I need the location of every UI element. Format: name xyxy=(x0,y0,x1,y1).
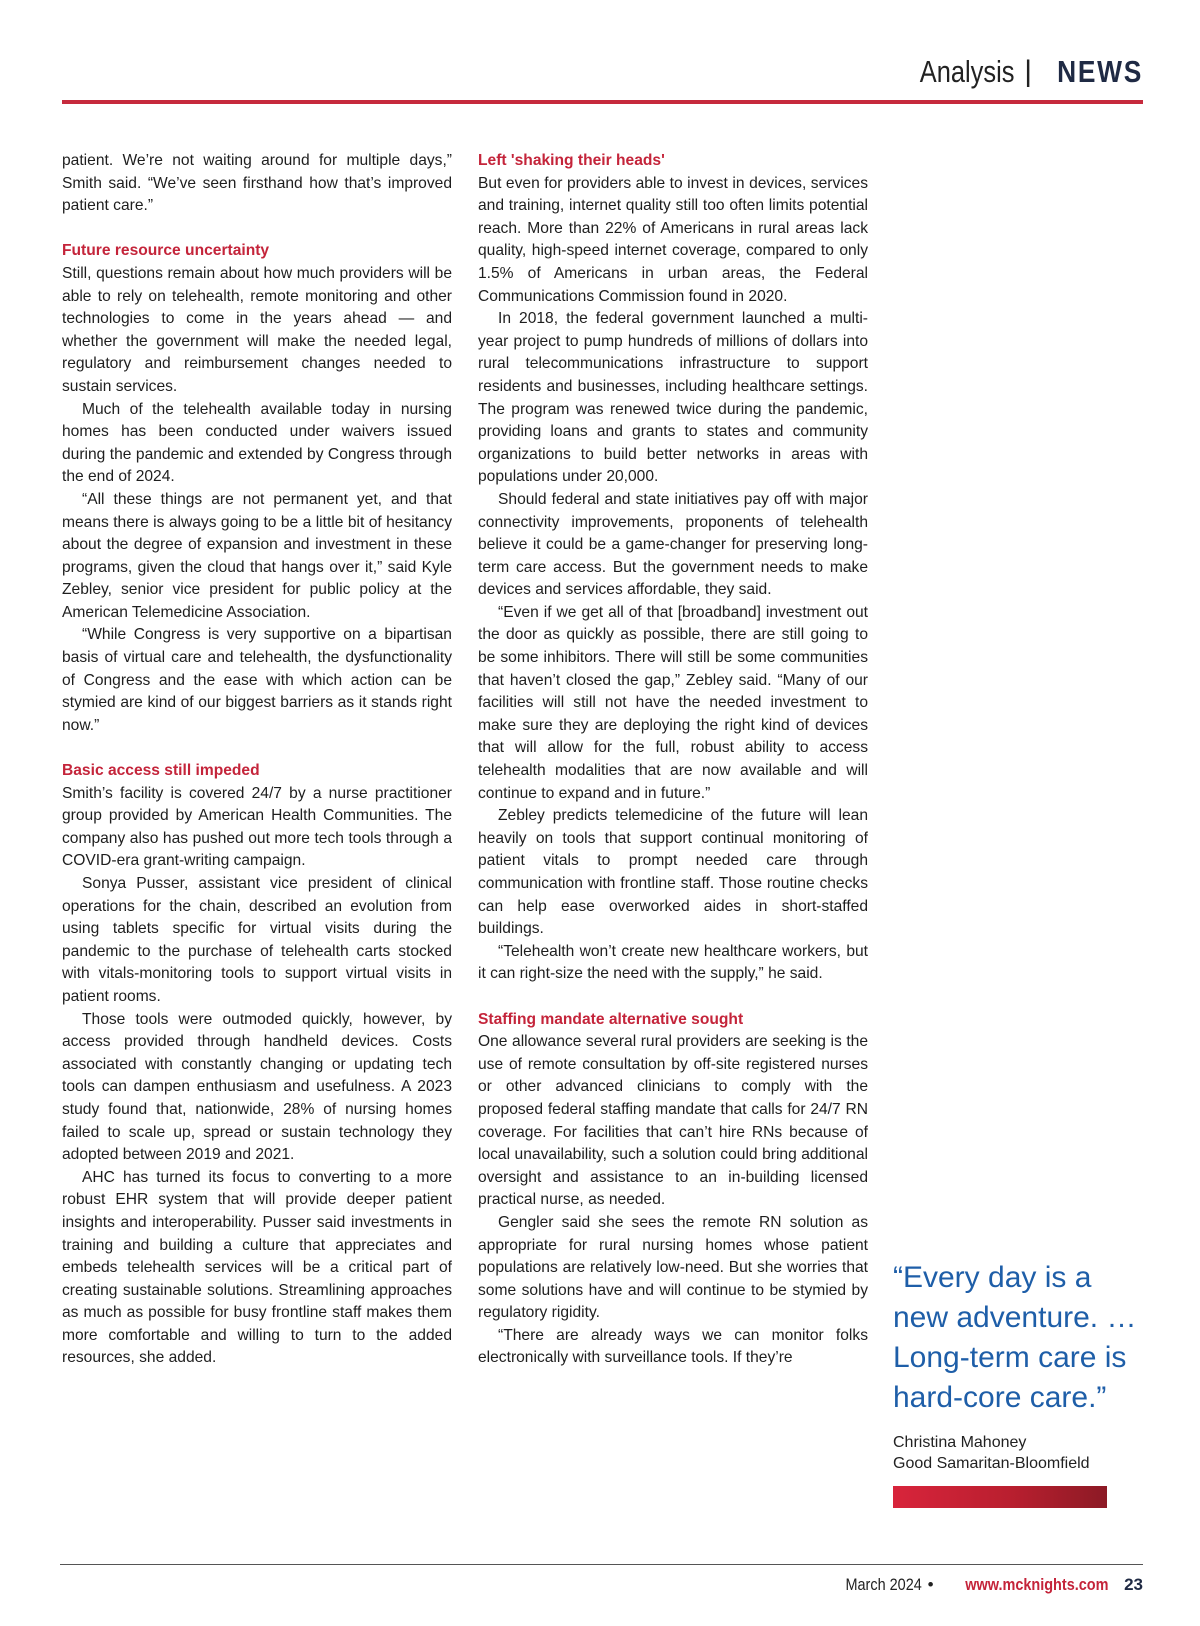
subheading-future-resource-uncertainty: Future resource uncertainty xyxy=(62,242,270,260)
subheading-left-shaking-their-heads: Left 'shaking their heads' xyxy=(478,152,665,169)
header-rule xyxy=(62,100,1143,104)
paragraph: “Telehealth won’t create new healthcare workers, but it can right-size the need with the supply,” he said. xyxy=(478,942,868,983)
pull-quote xyxy=(893,1258,1153,1474)
paragraph: Zebley predicts telemedicine of the future will lean heavily on tools that support continual monitoring of patient vitals to prompt needed care through communication with frontline staff. Those routine checks can help ease overworked aides in short-staffed buildings. xyxy=(478,807,868,938)
paragraph: “While Congress is very supportive on a bipartisan basis of virtual care and telehealth, the dysfunctionality of Congress and the ease with which action can be stymied are kind of our biggest barriers as it stands right now.” xyxy=(62,626,452,734)
page-number: 23 xyxy=(1124,1575,1143,1594)
subheading-basic-access-still-impeded: Basic access still impeded xyxy=(62,762,260,780)
paragraph: Gengler said she sees the remote RN solution as appropriate for rural nursing homes whose patient populations are relatively low-need. But she worries that some solutions have and will continue to be stymied by regulatory rigidity. xyxy=(478,1213,868,1322)
page-header xyxy=(899,48,1143,96)
pull-quote-attribution-name: Christina Mahoney xyxy=(893,1434,1027,1451)
section-label: Analysis xyxy=(919,54,1015,89)
issue-date: March 2024 xyxy=(845,1575,922,1594)
pull-quote-accent-bar xyxy=(893,1486,1107,1508)
paragraph: Still, questions remain about how much providers will be able to rely on telehealth, remote monitoring and other technologies to come in the years ahead — and whether the government will make the needed legal, regulatory and reimbursement changes needed to sustain services. xyxy=(62,264,452,395)
paragraph: Should federal and state initiatives pay off with major connectivity improvements, proponents of telehealth believe it could be a game-changer for preserving long-term care access. But the government needs to make devices and services affordable, they said. xyxy=(478,490,868,599)
paragraph: patient. We’re not waiting around for multiple days,” Smith said. “We’ve seen firsthand how that’s improved patient care.” xyxy=(62,152,452,215)
paragraph: Smith’s facility is covered 24/7 by a nurse practitioner group provided by American Health Communities. The company also has pushed out more tech tools through a COVID-era grant-writing campaign. xyxy=(62,784,452,870)
footer-rule xyxy=(60,1564,1143,1565)
paragraph: “All these things are not permanent yet, and that means there is always going to be a little bit of hesitancy about the degree of expansion and investment in these programs, given the cloud that hangs over it,” said Kyle Zebley, senior vice president for public policy at the American Telemedicine Association. xyxy=(62,490,452,621)
subheading-staffing-mandate-alternative-sought: Staffing mandate alternative sought xyxy=(478,1010,744,1028)
paragraph: Much of the telehealth available today in nursing homes has been conducted under waivers issued during the pandemic and extended by Congress through the end of 2024. xyxy=(62,400,452,486)
page-footer xyxy=(832,1575,1143,1595)
paragraph: “Even if we get all of that [broadband] investment out the door as quickly as possible, there are still going to be some inhibitors. There will still be some communities that haven’t closed the gap,” Zebley said. “Many of our facilities will still not have the needed investment to make sure they are deploying the right kind of devices that will allow for the full, robust ability to access telehealth modalities that are now available and will continue to expand and in future.” xyxy=(478,603,868,802)
category-label: NEWS xyxy=(1057,54,1143,89)
pull-quote-text: “Every day is a new adventure. … Long-term care is hard-core care.” xyxy=(893,1261,1137,1414)
paragraph: In 2018, the federal government launched a multi-year project to pump hundreds of millions of dollars into rural telecommunications infrastructure to support residents and businesses, including healthcare settings. The program was renewed twice during the pandemic, providing loans and grants to states and community organizations to build better networks in areas with populations under 20,000. xyxy=(478,310,868,486)
paragraph: Those tools were outmoded quickly, however, by access provided through handheld devices. Costs associated with constantly changing or updating tech tools can dampen enthusiasm and usefulness. A 2023 study found that, nationwide, 28% of nursing homes failed to scale up, spread or sustain technology they adopted between 2019 and 2021. xyxy=(62,1010,452,1164)
paragraph: AHC has turned its focus to converting to a more robust EHR system that will provide deeper patient insights and interoperability. Pusser said investments in training and building a culture that appreciates and embeds telehealth services will be a critical part of creating sustainable solutions. Streamlining approaches as much as possible for busy frontline staff makes them more comfortable and willing to turn to the added resources, she added. xyxy=(62,1168,452,1367)
header-separator: | xyxy=(1024,55,1032,88)
paragraph: Sonya Pusser, assistant vice president of clinical operations for the chain, described an evolution from using tablets specific for virtual visits during the pandemic to the purchase of telehealth carts stocked with vitals-monitoring tools to support virtual visits in patient rooms. xyxy=(62,875,452,1005)
paragraph: One allowance several rural providers are seeking is the use of remote consultation by off-site registered nurses or other advanced clinicians to comply with the proposed federal staffing mandate that calls for 24/7 RN coverage. For facilities that can’t hire RNs because of local unavailability, such a solution could bring additional oversight and assistance to an in-building licensed practical nurse, as needed. xyxy=(478,1033,868,1209)
middle-column xyxy=(478,150,868,1370)
footer-bullet: • xyxy=(927,1575,934,1594)
pull-quote-attribution-organization: Good Samaritan-Bloomfield xyxy=(893,1455,1090,1472)
website-link[interactable]: www.mcknights.com xyxy=(964,1575,1109,1594)
paragraph: “There are already ways we can monitor folks electronically with surveillance tools. If they’re xyxy=(478,1326,868,1367)
paragraph: But even for providers able to invest in devices, services and training, internet quality still too often limits potential reach. More than 22% of Americans in rural areas lack quality, high-speed internet coverage, compared to only 1.5% of Americans in urban areas, the Federal Communications Commission found in 2020. xyxy=(478,174,868,305)
left-column xyxy=(62,150,452,1370)
